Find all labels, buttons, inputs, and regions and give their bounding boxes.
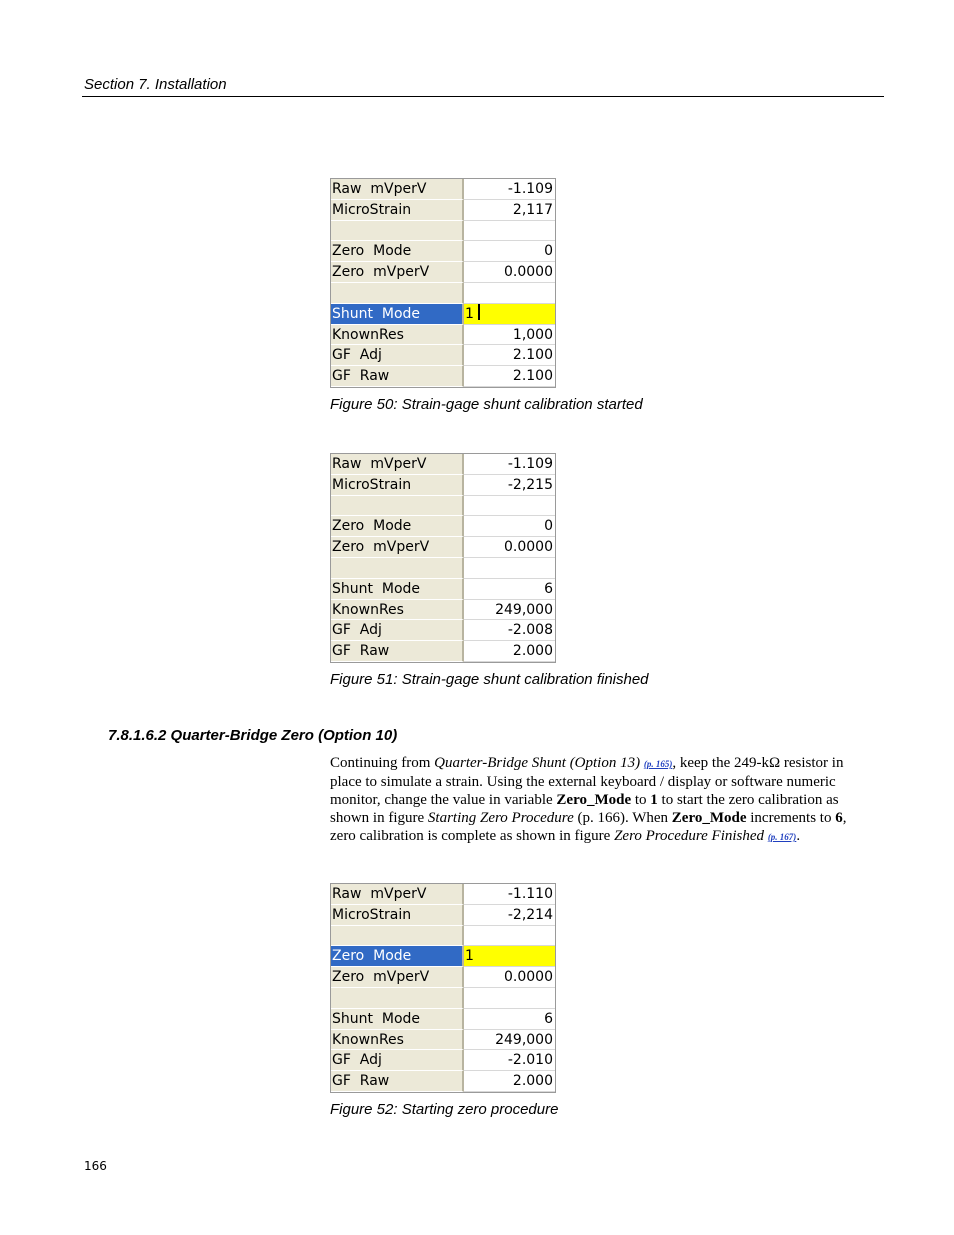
variable-name	[331, 496, 464, 517]
table-row	[331, 620, 555, 641]
variable-name: GF Adj	[331, 1050, 464, 1071]
variable-value: 6	[464, 1009, 555, 1030]
variable-value	[464, 496, 555, 517]
text-run: Continuing from	[330, 755, 435, 771]
table-row	[331, 1050, 555, 1071]
variable-name-bold: Zero_Mode	[671, 810, 747, 826]
header-rule	[82, 96, 884, 97]
variable-name	[331, 988, 464, 1009]
variable-name: KnownRes	[331, 1030, 464, 1051]
text-run: increments to	[746, 810, 836, 826]
table-row	[331, 262, 555, 283]
page-reference-link[interactable]: (p. 165)	[643, 759, 673, 769]
table-row	[331, 641, 555, 662]
variable-name	[331, 221, 464, 242]
variable-name: Raw mVperV	[331, 454, 464, 475]
table-row	[331, 475, 555, 496]
variable-name-bold: Zero_Mode	[556, 792, 632, 808]
value-edit-field[interactable]	[464, 304, 555, 325]
numeric-monitor-figure-52	[330, 883, 556, 1093]
table-row	[331, 366, 555, 387]
variable-value: 249,000	[464, 600, 555, 621]
page-number: 166	[84, 1159, 107, 1173]
variable-name: Zero Mode	[331, 241, 464, 262]
variable-name: Shunt Mode	[331, 579, 464, 600]
variable-value: 1,000	[464, 325, 555, 346]
variable-name: KnownRes	[331, 600, 464, 621]
variable-name	[331, 558, 464, 579]
table-row	[331, 579, 555, 600]
table-row	[331, 884, 555, 905]
running-header: Section 7. Installation	[84, 76, 227, 93]
variable-value: 2.100	[464, 366, 555, 387]
variable-name: Shunt Mode	[331, 1009, 464, 1030]
table-row	[331, 345, 555, 366]
variable-name: Raw mVperV	[331, 179, 464, 200]
variable-value: -2,214	[464, 905, 555, 926]
variable-value	[464, 558, 555, 579]
cross-reference-link[interactable]: Quarter-Bridge Shunt (Option 13)	[434, 755, 641, 771]
variable-value: 0	[464, 241, 555, 262]
text-run: , keep the 249-kΩ resistor in place to simulate a strain. Using the external keyboard / display or software numeric monitor, change the value in variable	[330, 755, 844, 808]
table-row	[331, 537, 555, 558]
table-row	[331, 988, 555, 1009]
variable-value: 2.100	[464, 345, 555, 366]
variable-value: -1.109	[464, 454, 555, 475]
table-row	[331, 967, 555, 988]
variable-name: MicroStrain	[331, 905, 464, 926]
variable-value	[464, 988, 555, 1009]
variable-name: Zero mVperV	[331, 537, 464, 558]
variable-value: -1.109	[464, 179, 555, 200]
table-row	[331, 496, 555, 517]
text-run: to	[631, 792, 651, 808]
page-reference-link[interactable]: (p. 167)	[767, 832, 797, 842]
variable-name[interactable]: Shunt Mode	[331, 304, 464, 325]
variable-value: 0.0000	[464, 967, 555, 988]
figure-caption: Figure 50: Strain-gage shunt calibration started	[330, 396, 643, 413]
table-row	[331, 221, 555, 242]
variable-value	[464, 283, 555, 304]
table-row	[331, 1009, 555, 1030]
table-row	[331, 905, 555, 926]
figure-reference: Starting Zero Procedure	[427, 810, 574, 826]
variable-name: Zero Mode	[331, 516, 464, 537]
subsection-heading: 7.8.1.6.2 Quarter-Bridge Zero (Option 10)	[108, 727, 398, 744]
table-row	[331, 179, 555, 200]
variable-value: -2.008	[464, 620, 555, 641]
variable-value: -1.110	[464, 884, 555, 905]
text-run: to start the zero calibration as shown in figure	[330, 792, 839, 826]
table-row	[331, 325, 555, 346]
text-run: (p. 166). When	[573, 810, 672, 826]
table-row	[331, 241, 555, 262]
table-row	[331, 283, 555, 304]
variable-value: 2.000	[464, 1071, 555, 1092]
variable-name	[331, 283, 464, 304]
table-row-selected[interactable]	[331, 946, 555, 967]
table-row	[331, 454, 555, 475]
variable-name: GF Raw	[331, 366, 464, 387]
value-edit-field[interactable]	[464, 946, 555, 967]
table-row	[331, 516, 555, 537]
table-row	[331, 200, 555, 221]
variable-value	[464, 221, 555, 242]
text-run: , zero calibration is complete as shown in figure	[330, 810, 847, 844]
table-row	[331, 558, 555, 579]
variable-value: -2,215	[464, 475, 555, 496]
variable-value: 2,117	[464, 200, 555, 221]
body-paragraph	[330, 754, 850, 846]
numeric-monitor-figure-51	[330, 453, 556, 663]
figure-caption: Figure 51: Strain-gage shunt calibration finished	[330, 671, 649, 688]
text-run: .	[796, 828, 801, 844]
variable-name: GF Raw	[331, 641, 464, 662]
variable-name	[331, 926, 464, 947]
variable-value: 249,000	[464, 1030, 555, 1051]
value-bold: 6	[835, 810, 843, 826]
variable-name: Raw mVperV	[331, 884, 464, 905]
table-row	[331, 600, 555, 621]
variable-name: KnownRes	[331, 325, 464, 346]
variable-name: GF Adj	[331, 620, 464, 641]
variable-value: 2.000	[464, 641, 555, 662]
variable-name: GF Raw	[331, 1071, 464, 1092]
cross-reference-link[interactable]: Zero Procedure Finished	[614, 828, 765, 844]
edit-value-text: 1	[465, 305, 474, 322]
variable-value: 0.0000	[464, 537, 555, 558]
variable-value	[464, 926, 555, 947]
variable-value: 0.0000	[464, 262, 555, 283]
table-row	[331, 1030, 555, 1051]
variable-name: Zero mVperV	[331, 967, 464, 988]
variable-name: MicroStrain	[331, 200, 464, 221]
variable-name: MicroStrain	[331, 475, 464, 496]
table-row	[331, 926, 555, 947]
text-cursor	[478, 304, 480, 320]
value-bold: 1	[650, 792, 658, 808]
variable-name[interactable]: Zero Mode	[331, 946, 464, 967]
variable-name: GF Adj	[331, 345, 464, 366]
figure-caption: Figure 52: Starting zero procedure	[330, 1101, 559, 1118]
table-row	[331, 1071, 555, 1092]
edit-value-text: 1	[465, 948, 474, 965]
numeric-monitor-figure-50	[330, 178, 556, 388]
variable-value: 0	[464, 516, 555, 537]
variable-name: Zero mVperV	[331, 262, 464, 283]
variable-value: 6	[464, 579, 555, 600]
variable-value: -2.010	[464, 1050, 555, 1071]
table-row-selected[interactable]	[331, 304, 555, 325]
